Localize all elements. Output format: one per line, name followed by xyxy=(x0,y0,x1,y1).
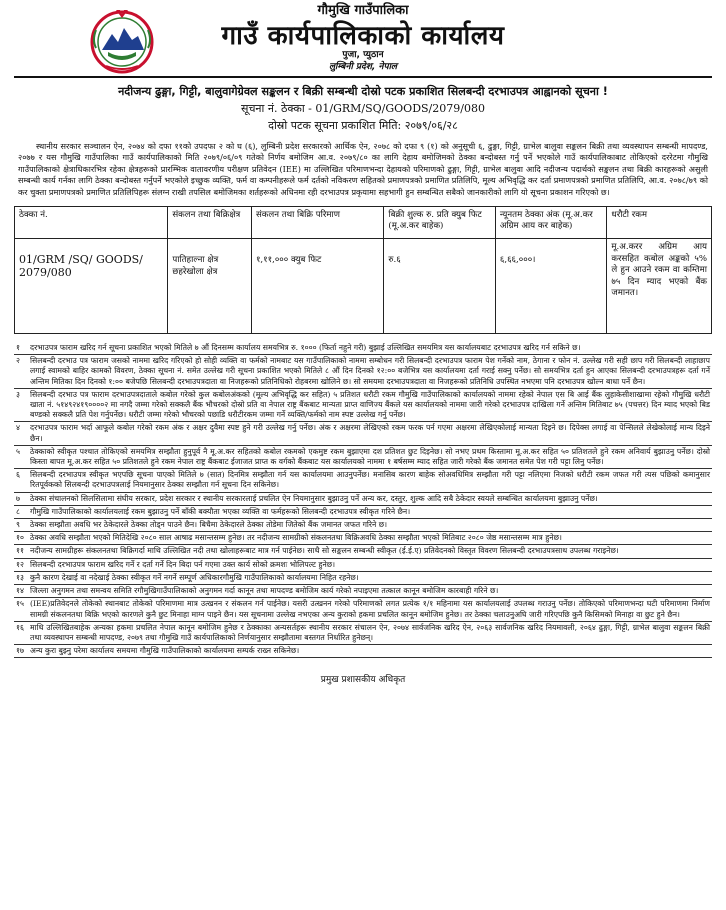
clause-text: सिलबन्दी दरभाउपत्र स्वीकृत भएपछि सूचना पाएको मितिले ७ (सात) दिनमित्र सम्झौता गर्न यस कार्यालयमा आउनुपर्नेछ। मनासिब कारण बाहेक सोअवधिमित्र सम्झौता गरी पट्टा नलिएमा निजको धरौटी रकम जफत गरी त्यस पछिको कमानुसार रितपूर्वकको सिलबन्दी दरभाउपत्रलाई नियमानुसार ठेक्का सम्झौता गर्न सूचना दिन सकिनेछ। xyxy=(30,470,710,490)
collection-quantity: १,११,००० क्युब फिट xyxy=(251,239,383,334)
column-header: ठेक्का नं. xyxy=(15,207,168,239)
clause-text: नदीजन्य सामग्रीहरू संकलनतथा बिक्रिगर्दा माथि उल्लिखित नदी तथा खोलाहरूबाट मात्र गर्न पाईनेछ। साथै सो सङ्कलन सम्बन्धी स्वीकृत (ई.ई.ए) प्रतिवेदनको विस्तृत विवरण सिलबन्दी दरभाउपत्रसाथ उपलब्ध गराइनेछ। xyxy=(30,546,619,556)
clause-number: १४ xyxy=(16,586,24,596)
clause-text: सिलबन्दी दरभाउ पत्र फाराम जसको नाममा खरिद गरिएको हो सोही व्यक्ति वा फर्मको नामबाट यस गाउँपालिकाको नाममा सम्बोधन गरी सिलबन्दी दरभाउपत्र फाराम पेश गर्नेको नाम, ठेगाना र फोन नं. उल्लेख गरी सही छाप गरी सिलबन्दी लाहाछाप लगाई स्वामको बाहिर कामको विवरण, ठेक्का सूचना नं. समेत उल्लेख गरी सूचना प्रकाशित भएको मितिले ८ औं दिन दिनको १२:०० बजेभित्र यस कार्यालयमा दर्ता गराई सक्नु पर्नेछ। सो समयभित्र दर्ता हुन आएका सिलबन्दी दरभाउपत्रहरू दर्ता गर्ने अन्तिम मितिका दिन दिनको १:०० बजेपछि सिलबन्दी दरभाउपत्रदाता वा निजहरूको प्रतिनिधिको रोहबरमा खोलिने छ। सो समयमा दरभाउपत्रदाता वा निजहरूको प्रतिनिधि उपस्थित नभएमा पनि दरभाउपत्र खोल्न बाधा पर्ने छैन। xyxy=(30,356,710,386)
clause-text: माथि उल्लिखितबाहेक अन्यका हकमा प्रचलित नेपाल कानून बमोजिम हुनेछ र ठेक्काका अन्यसर्तहरू स्थानीय सरकार संचालन ऐन, २०७४ सार्वजनिक खरिद ऐन, २०६३ सार्वजनिक खरिद नियमावली, २०६४ ढुङ्गा, गिट्टी, ग्राभेल बालुवा सङ्कलन बिक्री तथा व्यवस्थापन सम्बन्धी मापदण्ड, २०७९ तथा गौमुखि गाउँ कार्यपालिकाको निर्णयानुसार सम्झौतामा बस्तगत निर्धारित हुनेछन्। xyxy=(30,622,710,642)
table-row xyxy=(15,239,712,334)
clause-number: ९ xyxy=(16,520,20,530)
column-header: संकलन तथा बिक्रिक्षेत्र xyxy=(168,207,252,239)
clause-text: (IEE)प्रतिवेदनले तोकेको स्थानबाट तोकेको परिमाणमा मात्र उत्खनन र संकलन गर्न पाईनेछ। यसरी उत्खनन गरेको परिमाणको लगत प्रत्येक १/१ महिनामा यस कार्यालयलाई उपलब्ध गराउनु पर्नेछ। तोकिएको परिमाणभन्दा घटी परिमाणमा निर्माण सामग्री संकलनतथा बिक्रि भएको कारणले कुनै छुट मिनाहा माग्न पाइने छैन। यस सूचनामा उल्लेख नभएका अन्य कुराको हकमा प्रचलित कानून बमोजिम हुनेछ। तर ठेक्का चलाउनुअघि जारी गरिएपछि कुनै किसिमको मिनाहा वा छुट हुने छैन। xyxy=(30,599,710,619)
list-item xyxy=(14,532,712,545)
clause-number: ११ xyxy=(16,546,24,556)
clause-text: गौमुखि गाउँपालिकाको कार्यालयलाई रकम बुझाउनु पर्ने बाँकी बक्यौता भएका व्यक्ति वा फर्महरूको सिलबन्दी दरभाउपत्र स्वीकृत गरिने छैन। xyxy=(30,506,411,516)
clause-number: ३ xyxy=(16,389,20,399)
list-item xyxy=(14,469,712,492)
list-item xyxy=(14,493,712,506)
clause-text: ठेक्का अवधि सम्झौता भएको मितिदेखि २०८० साल आषाढ मसान्तसम्म हुनेछ। तर नदीजन्य सामग्रीको संकलनतथा बिक्रिअवधि ठेक्का सम्झौता भएको मितिबाट २०८० जेष्ठ मसान्तसम्म मात्र हुनेछ। xyxy=(30,533,562,543)
column-header: धरौटी रकम xyxy=(607,207,712,239)
intro-paragraph: स्थानीय सरकार सञ्चालन ऐन, २०७४ को दफा ११को उपदफा २ को घ (६), लुम्बिनी प्रदेश सरकारको आर्थिक ऐन, २०७८ को दफा ९ (१) को अनुसूची ६, ढुङ्गा, गिट्टी, ग्राभेल बालुवा सङ्कलन बिक्री तथा व्यवस्थापन सम्बन्धी मापदण्ड, २०७७ र यस गौमुखि गाउँपालिका गाउँ कार्यपालिकाको मिति २०७९/०६/०९ गतेको निर्णय बमोजिम आ.व. २०७९/८० का लागि देहाय बमोजिमको ठेक्का बन्दोबस्त गर्नु पर्ने भएकोले गाउँ कार्यपालिकाबाट तोकिएको दररेटमा गौमुखि गाउँपालिकाको क्षेत्राधिकारभित्र रहेका क्षेत्रहरूको प्रारम्भिक वातावरणीय परीक्षण प्रतिवेदन (IEE) मा उल्लिखित परिमाणभन्दा देहायको परिमाणको ढुङ्गा, गिट्टी, ग्राभेल बालुवा आदि नदीजन्य पदार्थको सङ्कलन तथा बिक्री कारहरूको असुली सम्बन्धी कार्य गर्नका लागि ठेक्का बन्दोबस्त गर्नुपर्ने भएकोले इच्छुक व्यक्ति, फर्म वा कम्पनीहरूले फर्म दर्तको नविकरण सहितको प्रमाणपत्रको प्रमाणित प्रतिलिपि, मूल्य अभिवृद्धि कर दर्ता प्रमाणपत्रको प्रमाणित प्रतिलिपि, आ.व. २०७८/७९ को कर चुक्ता प्रमाणपत्रको प्रमाणित प्रतिलिपिहरू संलग्न राखी तपसिल बमोजिमका शर्तहरूको अधिनमा रही दरभाउपत्र प्रकृयामा सहभागी हुन सम्बन्धित सबैको जानकारीको लागि यो सूचना प्रकाशन गरिएको छ। xyxy=(18,141,708,197)
list-item xyxy=(14,422,712,445)
clause-number: ४ xyxy=(16,423,20,433)
clause-text: अन्य कुरा बुझ्नु परेमा कार्यालय समयमा गौमुखि गाउँपालिकाको कार्यालयमा सम्पर्क राख्न सकिनेछ। xyxy=(30,646,300,656)
clause-text: ठेक्काको स्वीकृत पश्चात तोकिएको समयमित्र सम्झौता हुनुपूर्व नै मू.अ.कर सहितको कबोल रकमको एकमुष्ट रकम बुझाएमा दश प्रतिशत छुट दिइनेछ। सो नभए प्रथम किस्तामा मू.अ.कर सहित ५० प्रतिशतले हुने रकम अनिवार्य बुझाउनु पर्नेछ। दोस्रो किस्ता बापत मू.अ.कर सहित ५० प्रतिशतले हुने रकम नेपाल राष्ट्र बैंकबाट ईजाजत प्राप्त क वर्गको बैंकबाट यस कार्यालयको नाममा १ बर्षसम्म म्याद सहित जारी गरेको बैंक जमानत समेत पेश गरी पट्टा लिनु पर्नेछ। xyxy=(30,446,710,467)
clause-number: ६ xyxy=(16,470,20,480)
clause-number: १२ xyxy=(16,559,24,569)
table-header-row xyxy=(15,207,712,239)
list-item xyxy=(14,559,712,572)
list-item xyxy=(14,545,712,558)
list-item xyxy=(14,598,712,621)
minimum-amount: ६,६६,०००। xyxy=(495,239,607,334)
publish-date: दोस्रो पटक सूचना प्रकाशित मिति: २०७९/०६/२८ xyxy=(268,119,458,132)
list-item xyxy=(14,585,712,598)
clause-number: १५ xyxy=(16,599,24,609)
list-item xyxy=(14,446,712,469)
terms-list xyxy=(14,342,712,658)
column-header: संकलन तथा बिक्रि परिमाण xyxy=(251,207,383,239)
notice-number: सूचना नं. ठेक्का - 01/GRM/SQ/GOODS/2079/080 xyxy=(241,102,485,115)
sale-fee: रु.६ xyxy=(384,239,496,334)
clause-number: ५ xyxy=(16,446,20,456)
clause-number: १७ xyxy=(16,646,24,656)
clause-text: जिल्ला अनुगमन तथा समन्वय समिति रगौमुखिगाउँपालिकाको अनुगमन गर्दा कानून तथा मापदण्ड बमोजिम कार्य गरेको नपाइएमा तत्काल कानून बमोजिम कारबाही गरिने छ। xyxy=(30,586,499,596)
contract-table xyxy=(14,206,712,334)
list-item xyxy=(14,506,712,519)
list-item xyxy=(14,622,712,645)
clause-text: सिलबन्दी दरभाउ पत्र फाराम दरभाउपत्रदाताले कबोल गरेको कुल कबोलअंकको (मूल्य अभिवृद्धि कर सहित) ५ प्रतिशत धरौटी रकम गौमुखि गाउँपालिकाको कार्यालयको नाममा रहेको नेपाल एस बि आई बैंक लुहाकेसीशाखामा रहेको गौमुखि धरौटी खाता नं. ५१४९२४१९००००२ मा नगदै जम्मा गरेको सक्कलै बैंक भौचरको दोस्रो प्रति वा नेपाल राष्ट्र बैंकबाट मान्यता प्राप्त वाणिज्य बैंकले यस कार्यालयको नाममा जारी गरेको दरभाउपत्र दाखिला गर्ने अन्तिम मितिबाट ७५ (पचत्तर) दिन म्याद भएको बिड बण्डको सक्कलै प्रति पेश गर्नुपर्नेछ। धरौटी जम्मा गरेको भौचरको पछाडि धरौटीरकम जम्मा गर्ने व्यक्ति/फर्मको नाम स्पष्ट उल्लेख गर्नु पर्नेछ। xyxy=(30,389,710,420)
clause-text: ठेक्का संचालनको सिलसिलामा संघीय सरकार, प्रदेश सरकार र स्थानीय सरकारलाई प्रचलित ऐन नियमानुसार बुझाउनु पर्ने अन्य कर, दस्तुर, शुल्क आदि सबै ठेकेदार स्वयले सम्बन्धित कार्यालयमा बुझाउनु पर्नेछ। xyxy=(30,493,598,503)
clause-number: १३ xyxy=(16,572,24,582)
letterhead xyxy=(14,0,712,78)
notice-headline: नदीजन्य ढुङ्गा, गिट्टी, बालुवागेग्रेवल सङ्कलन र बिक्री सम्बन्धी दोस्रो पटक प्रकाशित सिलबन्दी दरभाउपत्र आह्वानको सूचना ! xyxy=(118,85,608,98)
collection-area: पातिहाल्ना क्षेत्र छहरेखोला क्षेत्र xyxy=(168,239,252,334)
deposit-amount: मू.अ.करर अग्रिम आय करसहित कबोल अङ्कको ५% ले हुन आउने रकम वा कम्तिमा ७५ दिन म्याद भएको बैंक जमानत। xyxy=(607,239,712,334)
column-header: न्यूनतम ठेक्का अंक (मू.अ.कर अग्रिम आय कर बाहेक) xyxy=(495,207,607,239)
clause-number: १ xyxy=(16,343,20,353)
clause-text: ठेक्का सम्झौता अवधि भर ठेकेदारले ठेक्का तोड्न पाउने छैन। बिचैमा ठेकेदारले ठेक्का तोडेमा जितेको बैंक जमानत जफत गरिने छ। xyxy=(30,520,388,530)
clause-number: २ xyxy=(16,356,20,366)
address-line-2: लुम्बिनी प्रदेश, नेपाल xyxy=(328,62,398,72)
list-item xyxy=(14,645,712,658)
list-item xyxy=(14,389,712,423)
clause-number: १६ xyxy=(16,622,24,632)
list-item xyxy=(14,519,712,532)
office-title: गाउँ कार्यपालिकाको कार्यालय xyxy=(221,21,505,51)
address-line-1: पुजा, प्युठान xyxy=(342,50,384,60)
list-item xyxy=(14,572,712,585)
list-item xyxy=(14,355,712,389)
municipality-name: गौमुखि गाउँपालिका xyxy=(317,3,409,18)
signatory-title: प्रमुख प्रशासकीय अधिकृत xyxy=(320,675,406,686)
list-item xyxy=(14,342,712,355)
contract-code: 01/GRM /SQ/ GOODS/ 2079/080 xyxy=(15,239,168,334)
clause-text: दरभाउपत्र फाराम खरिद गर्न सूचना प्रकाशित भएको मितिले ७ औं दिनसम्म कार्यालय समयभित्र रु. १००० (फिर्ता नहुने गरी) बुझाई उल्लिखित समयमित्र यस कार्यालयबाट दरभाउपत्र खरिद गर्न सकिने छ। xyxy=(30,343,581,353)
clause-text: सिलबन्दी दरभाउपत्र फाराम खरिद गर्ने र दर्ता गर्ने दिन बिदा पर्न गएमा उक्त कार्य सोको क्रमशः भोलिपल्ट हुनेछ। xyxy=(30,559,336,569)
column-header: बिक्री शुल्क रु. प्रति क्युब फिट (मू.अ.कर बाहेक) xyxy=(384,207,496,239)
clause-number: १० xyxy=(16,533,24,543)
clause-number: ७ xyxy=(16,493,20,503)
clause-text: कुनै कारण देखाई वा नदेखाई ठेक्का स्वीकृत गर्ने नगर्ने सम्पूर्ण अधिकारगौमुखि गाउँपालिकाको कार्यालयमा निहित रहनेछ। xyxy=(30,572,359,582)
clause-number: ८ xyxy=(16,506,20,516)
clause-text: दरभाउपत्र फाराम भर्दा आफूले कबोल गरेको रकम अंक र अक्षर दुवैमा स्पष्ट हुने गरी उल्लेख गर्नु पर्नेछ। अंक र अक्षरमा लेखिएको रकम फरक पर्न गएमा अक्षरमा लेखिएकोलाई मान्यता दिइने छ। दिपेक्स लगाई वा पेन्सिलले लेखेकोलाई मान्य दिइने छैन। xyxy=(30,423,710,443)
